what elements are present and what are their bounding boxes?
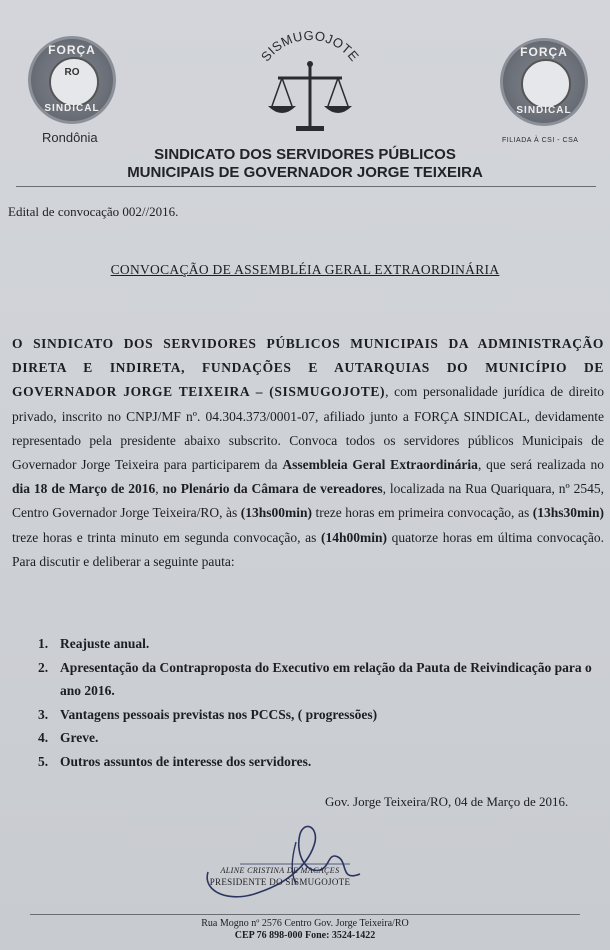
agenda-item [38,632,598,656]
agenda-item-text: Reajuste anual. [60,636,150,651]
logo-right-caption: FILIADA À CSI - CSA [502,137,579,144]
body-text-6: treze horas e trinta minuto em segunda convocação, as [12,529,321,545]
agenda-item-number: 1. [38,636,49,651]
logo-right-bottom-text: SINDICAL [516,105,572,116]
agenda-item [38,703,598,727]
agenda-item [38,726,598,750]
forca-sindical-logo-left [28,36,116,124]
edital-reference: Edital de convocação 002//2016. [8,204,179,219]
body-text-5: treze horas em primeira convocação, as [312,505,533,521]
body-bold-1: Assembleia Geral Extraordinária [282,457,478,473]
body-text-7: quatorze horas em última convocação. Para discutir e deliberar a seguinte pauta: [12,529,604,569]
agenda-item-text: Greve. [60,730,99,745]
handwritten-signature [200,812,370,902]
emblem-arc-text: SISMUGOJOTE [257,30,363,65]
body-bold-time-3: (14h00min) [321,529,388,545]
agenda-item-number: 5. [38,753,49,769]
body-bold-time-1: (13hs00min) [240,505,313,521]
forca-sindical-logo-right [500,38,588,126]
footer-address: Rua Mogno nº 2576 Centro Gov. Jorge Teixeira/RO [201,918,409,929]
document-title: CONVOCAÇÃO DE ASSEMBLÉIA GERAL EXTRAORDINÁRIA [110,262,500,277]
body-bold-venue: no Plenário da Câmara de vereadores [162,481,383,497]
logo-right-inner-disc [521,59,571,109]
body-text-1: , com personalidade jurídica de direito privado, inscrito no CNPJ/MF nº. 04.304.373/0001-07, afiliado junto a FORÇA SINDICAL, devidamente representado pela presidente abaixo subscrito. Convoca todos os servidores públicos Municipais de Governador Jorge Teixeira para participarem da [12,384,604,473]
organization-name-line2: MUNICIPAIS DE GOVERNADOR JORGE TEIXEIRA [127,164,483,181]
logo-left-ro-text: RO [64,67,80,78]
logo-left-bottom-text: SINDICAL [44,103,100,114]
agenda-item-text: Apresentação da Contraproposta do Executivo em relação da Pauta de Reivindicação para o ano 2016. [60,659,592,698]
agenda-item-text: Vantagens pessoais previstas nos PCCSs, ( progressões) [60,706,378,722]
agenda-item-number: 4. [38,730,49,745]
convocation-body [12,332,604,574]
place-and-date: Gov. Jorge Teixeira/RO, 04 de Março de 2016. [325,794,569,809]
body-text-2: , que será realizada no [477,457,604,473]
body-text-3: , [155,481,163,497]
agenda-item [38,656,598,703]
logo-left-inner-disc [49,57,99,107]
organization-name-line1: SINDICATO DOS SERVIDORES PÚBLICOS [154,146,456,163]
header-divider [16,186,596,187]
agenda-item-text: Outros assuntos de interesse dos servidores. [60,753,312,769]
footer-divider [30,914,580,915]
body-lead: O SINDICATO DOS SERVIDORES PÚBLICOS MUNICIPAIS DA ADMINISTRAÇÃO DIRETA E INDIRETA, FUNDAÇÕES E AUTARQUIAS DO MUNICÍPIO DE GOVERNADOR JORGE TEIXEIRA – (SISMUGOJOTE) [12,336,604,400]
signatory-role: PRESIDENTE DO SISMUGOJOTE [209,877,351,887]
body-bold-time-2: (13hs30min) [532,505,605,521]
logo-left-caption: Rondônia [42,130,98,145]
agenda-item-number: 3. [38,706,49,722]
body-text-4: , localizada na Rua Quariquara, nº 2545, Centro Governador Jorge Teixeira/RO, às [12,481,604,521]
agenda-list [38,632,598,773]
body-bold-date: dia 18 de Março de 2016 [12,481,156,497]
logo-right-top-text: FORÇA [520,45,568,59]
agenda-item [38,750,598,774]
scales-of-justice-emblem [240,30,380,140]
signatory-name: ALINE CRISTINA DE MACAÇES [220,866,340,875]
agenda-item-number: 2. [38,659,49,675]
footer-contact: CEP 76 898-000 Fone: 3524-1422 [234,930,376,941]
logo-left-top-text: FORÇA [48,43,96,57]
